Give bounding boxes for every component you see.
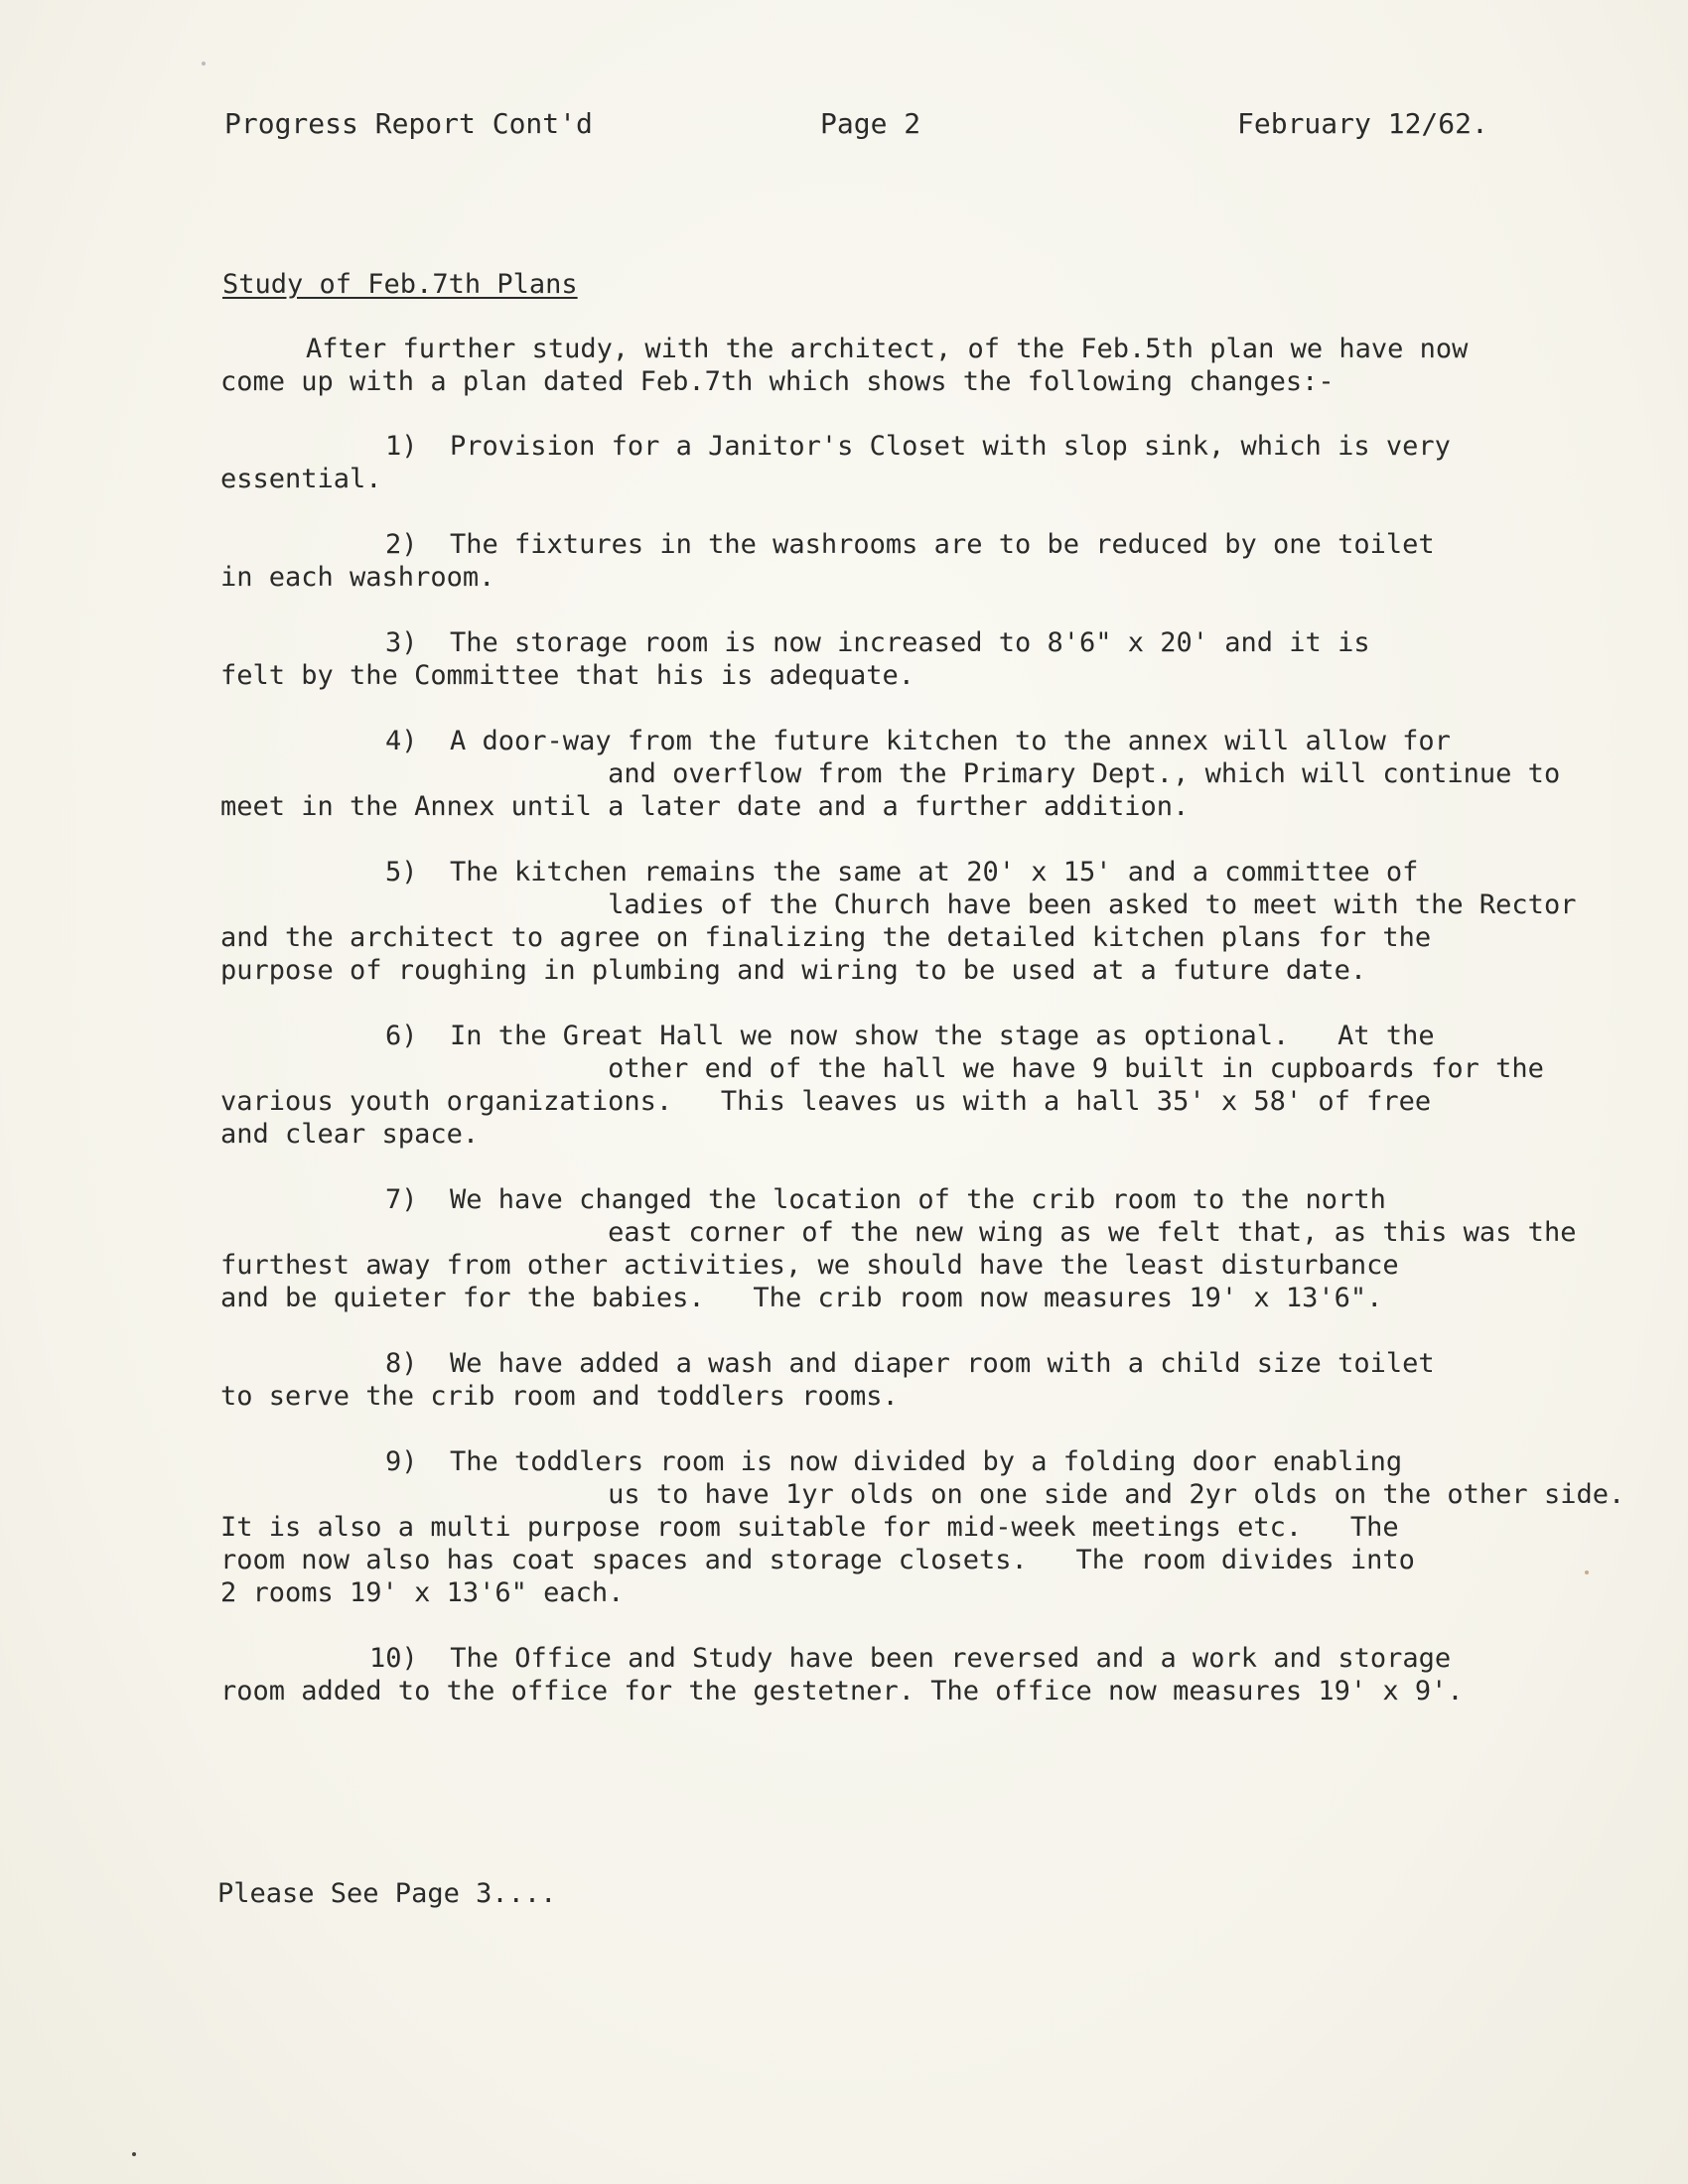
page-number: Page 2 xyxy=(820,107,921,140)
item-continuation: ladies of the Church have been asked to meet with the Rector and the architect to agree on finalizing the detailed kitchen plans for the purpose of roughing in plumbing and wiring to be used at a future date. xyxy=(220,889,1577,986)
header-date: February 12/62. xyxy=(1237,107,1488,140)
item-first-line: 8) We have added a wash and diaper room with a child size toilet xyxy=(385,1348,1435,1379)
list-item-9 xyxy=(220,1445,1625,1609)
item-continuation: in each washroom. xyxy=(220,562,495,593)
closing-note: Please See Page 3.... xyxy=(217,1878,557,1909)
item-first-line: 9) The toddlers room is now divided by a folding door enabling xyxy=(385,1446,1403,1477)
list-item-1 xyxy=(220,430,1511,495)
item-first-line: 6) In the Great Hall we now show the stage as optional. At the xyxy=(385,1021,1435,1051)
item-first-line: 3) The storage room is now increased to 8'6" x 20' and it is xyxy=(385,627,1370,658)
item-first-line: 2) The fixtures in the washrooms are to be reduced by one toilet xyxy=(385,529,1435,560)
page-header xyxy=(224,107,1488,147)
item-continuation: and overflow from the Primary Dept., which will continue to meet in the Annex until a later date and a further addition. xyxy=(220,758,1561,822)
paper-speck xyxy=(202,62,206,66)
list-item-5 xyxy=(220,856,1577,987)
item-first-line: 1) Provision for a Janitor's Closet with slop sink, which is very xyxy=(385,431,1451,462)
intro-paragraph: After further study, with the architect, of the Feb.5th plan we have now come up with a plan dated Feb.7th which shows the following changes:- xyxy=(220,334,1469,397)
section-heading: Study of Feb.7th Plans xyxy=(222,269,578,300)
header-title: Progress Report Cont'd xyxy=(224,107,593,140)
report-body xyxy=(220,268,1625,1740)
list-item-3 xyxy=(220,626,1511,692)
list-item-10 xyxy=(220,1642,1511,1707)
list-item-7 xyxy=(220,1183,1577,1314)
item-continuation: to serve the crib room and toddlers rooms. xyxy=(220,1381,899,1412)
item-continuation: east corner of the new wing as we felt that, as this was the furthest away from other activities, we should have the least disturbance and be quieter for the babies. The crib room now measures 19' x 13'6". xyxy=(220,1217,1577,1313)
list-item-4 xyxy=(220,725,1561,823)
list-item-2 xyxy=(220,528,1511,594)
item-first-line: 5) The kitchen remains the same at 20' x 15' and a committee of xyxy=(385,857,1419,887)
list-item-8 xyxy=(220,1347,1511,1413)
item-first-line: 7) We have changed the location of the crib room to the north xyxy=(385,1184,1386,1215)
item-first-line: 4) A door-way from the future kitchen to the annex will allow for xyxy=(385,726,1451,756)
item-continuation: other end of the hall we have 9 built in cupboards for the various youth organizations. This leaves us with a hall 35' x 58' of free and clear space. xyxy=(220,1053,1544,1150)
item-continuation: room added to the office for the gestetner. The office now measures 19' x 9'. xyxy=(220,1676,1464,1706)
item-continuation: felt by the Committee that his is adequate. xyxy=(220,660,914,691)
list-item-6 xyxy=(220,1020,1544,1151)
paper-speck xyxy=(132,2152,136,2156)
paper-speck xyxy=(1585,1570,1589,1574)
item-first-line: 10) The Office and Study have been reversed and a work and storage xyxy=(369,1643,1452,1674)
item-continuation: us to have 1yr olds on one side and 2yr olds on the other side. It is also a multi purpose room suitable for mid-week meetings etc. The room now also has coat spaces and storage closets. The room divides into 2 rooms 19' x 13'6" each. xyxy=(220,1479,1625,1608)
item-continuation: essential. xyxy=(220,464,382,494)
